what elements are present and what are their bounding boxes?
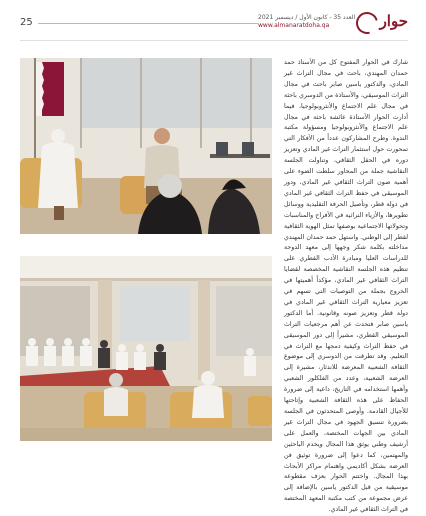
seminar-panel-photo xyxy=(20,58,272,234)
issue-line: العدد 35 - كانون الأول / ديسمبر 2021 xyxy=(258,14,356,21)
logo-swirl-icon xyxy=(352,8,382,38)
header-divider xyxy=(20,40,408,41)
seminar-panel-illustration xyxy=(20,58,272,234)
logo-wordmark: حوار xyxy=(379,12,408,30)
page-header xyxy=(0,0,426,40)
seminar-hall-illustration xyxy=(20,256,272,441)
seminar-hall-photo xyxy=(20,256,272,441)
magazine-logo xyxy=(356,8,408,34)
article-body: شارك في الحوار المفتوح كل من الأستاذ حمد حمدان المهندي، باحث في مجال التراث غير المادي، والدكتور ياسين صابر باحث في مجال التراث الموسيقي، والأستاذة من الدوسري باحثة في مجال علم الاجتماع والأنثروبولوجيا، فيما أدارت الحوار الأستاذة عائشة باحثة في مجال علم الاجتماع والأنثروبولوجيا ومسؤولة مكتبة الندوة. وطرح المشاركون عدداً من الأفكار التي تمحورت حول استثمار التراث غير المادي وتعزيز دوره في الحقل الثقافي، وتناولت الجلسة النقاشية جملة من المحاور سلطت الضوء على أهمية صون التراث الثقافي غير المادي، ودور الموسيقى في حفظ التراث الثقافي غير المادي في دولة قطر، وتأصيل الحرفة التقليدية ووسائل تطويرها، والأزياء التراثية في الأفراح والمناسبات وتحولاتها الاجتماعية بوصفها تمثل الهوية الثقافية لقطر إلى الوطني. واستهل حمد حمدان المهندي مداخلته بكلمة شكر وجهها إلى معهد الدوحة للدراسات العليا ومبادرة الأدب القطري على تنظيم هذه الجلسة النقاشية المخصصة لقضايا التراث الثقافي غير المادي، مؤكداً أهميتها في الخروج بجملة من التوصيات التي تسهم في تعزيز معيارية التراث الثقافي غير المادي في دولة قطر وتعزيز صونه وقانونية. أما الدكتور ياسين صابر فتحدث عن أهم مرجعيات التراث الموسيقي القطري، مشيراً إلى دور الموسيقى في حفظ التراث وكيفية دمجها مع التراث في التعليم. وقد تطرقت من الدوسري إلى موضوع الثقافة الشعبية المعرضة للاندثار، مشيرة إلى العرضة الشعبية، وعدد من الفلكلور الشعبي وأهمها استخدامه في التاريخ، داعية إلى ضرورة الحفاظ على هذه الثقافة الشعبية وإتاحتها للأجيال القادمة. وأوصى المتحدثون في الجلسة بضرورة تنسيق الجهود في مجال التراث غير المادي بين الجهات المختصة، والعمل على أرشيف وطني يوثق هذا المجال ويخدم الباحثين والمهتمين، كما دعوا إلى ضرورة توثيق فن العرضة بشكل أكاديمي واهتمام مراكز الأبحاث بهذا المجال. واختتم الحوار بعزف مقطوعة موسيقية من قبل الدكتور ياسين بالإضافة إلى عرض مجموعة من كتب مكتبة المعهد المختصة في التراث الثقافي غير المادي. xyxy=(284,59,408,514)
page-number: 25 xyxy=(20,17,33,28)
header-rule xyxy=(38,23,258,24)
magazine-website: www.almanaratdoha.qa xyxy=(258,22,330,29)
article-column xyxy=(284,58,408,514)
